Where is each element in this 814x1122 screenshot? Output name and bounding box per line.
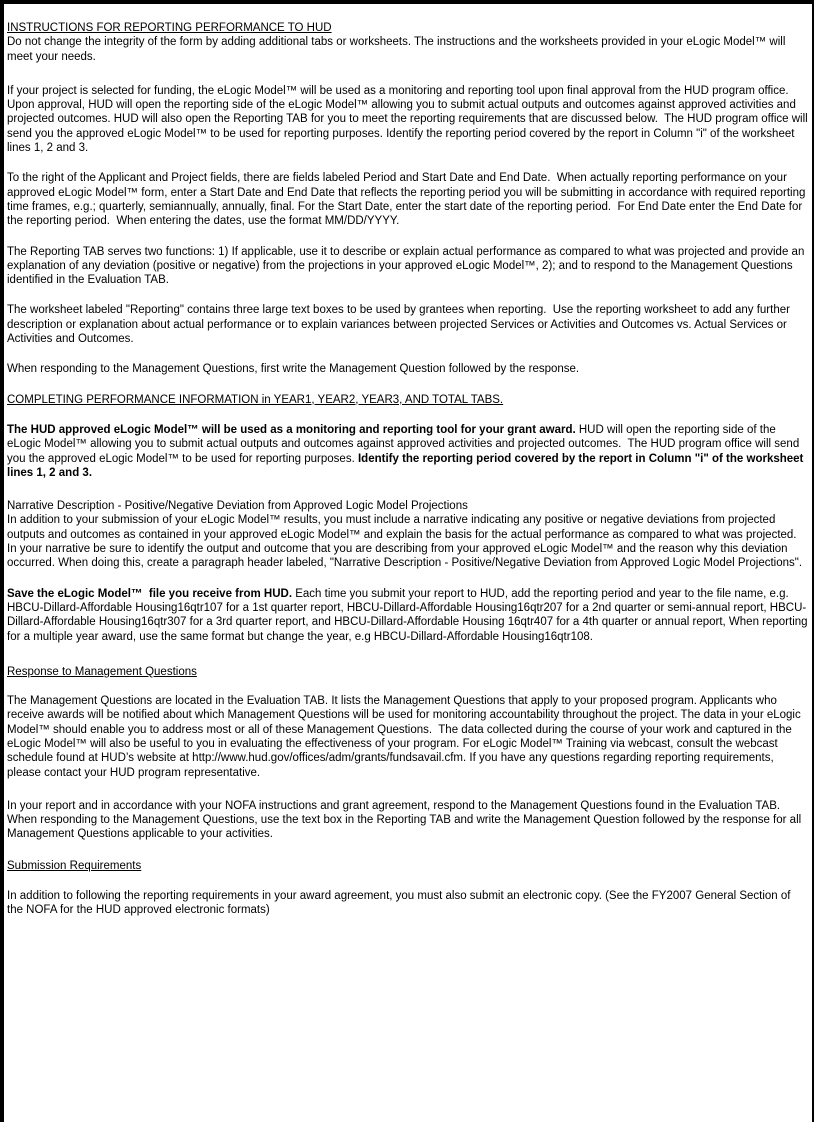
para-reporting-worksheet: The worksheet labeled "Reporting" contains three large text boxes to be used by grantees when reporting. Use the reporting worksheet to add any further description or explanation about actual performance or to explain variances between projected Services or Activities and Outcomes vs. Actual Services or Activities and Outcomes.	[7, 304, 794, 346]
instructions-content	[4, 4, 812, 918]
monitoring-bold-lead: The HUD approved eLogic Model™ will be used as a monitoring and reporting tool for your grant award.	[7, 423, 576, 436]
heading-narrative-description: Narrative Description - Positive/Negative Deviation from Approved Logic Model Projections	[7, 500, 468, 513]
para-electronic-copy: In addition to following the reporting requirements in your award agreement, you must also submit an electronic copy. (See the FY2007 General Section of the NOFA for the HUD approved electronic formats)	[7, 890, 794, 917]
para-save-file	[7, 587, 811, 644]
para-monitoring-tool	[7, 423, 808, 480]
para-management-question-order: When responding to the Management Questions, first write the Management Question followed by the response.	[7, 363, 580, 376]
para-narrative-deviation: In addition to your submission of your eLogic Model™ results, you must include a narrative indicating any positive or negative deviations from projected outputs and outcomes as contained in your approved eLogic Model™ and explain the basis for the actual performance as compared to what was projected. In your narrative be sure to identify the output and outcome that you are describing from your approved eLogic Model™ and the reason why this deviation occurred. When doing this, create a paragraph header labeled, "Narrative Description - Positive/Negative Deviation from Approved Logic Model Projections".	[7, 514, 803, 570]
heading-response-to-management-questions: Response to Management Questions	[7, 665, 197, 678]
save-bold-lead: Save the eLogic Model™ file you receive from HUD.	[7, 587, 293, 600]
para-funding: If your project is selected for funding, the eLogic Model™ will be used as a monitoring and reporting tool upon final approval from the HUD program office. Upon approval, HUD will open the reporting side of the eLogic Model™ allowing you to submit actual outputs and outcomes against approved activities and projected outcomes. HUD will also open the Reporting TAB for you to meet the reporting requirements that are discussed below. The HUD program office will send you the approved eLogic Model™ to be used for reporting purposes. Identify the reporting period covered by the report in Column "i" of the worksheet lines 1, 2 and 3.	[7, 84, 811, 155]
para-reporting-tab: The Reporting TAB serves two functions: 1) If applicable, use it to describe or explain actual performance as compared to what was projected and provide an explanation of any deviation (positive or negative) from the projections in your approved eLogic Model™, 2); and to respond to the Management Questions identified in the Evaluation TAB.	[7, 245, 808, 287]
para-management-questions-location: The Management Questions are located in the Evaluation TAB. It lists the Management Questions that apply to your proposed program. Applicants who receive awards will be notified about which Management Questions will be used for monitoring accountability throughout the project. The data in your eLogic Model™ should enable you to address most or all of these Management Questions. The data collected during the course of your work and captured in the eLogic Model™ will also be useful to you in evaluating the effectiveness of your program. For eLogic Model™ Training via webcast, consult the webcast schedule found at HUD’s website at http://www.hud.gov/offices/adm/grants/fundsavail.cfm. If you have any questions regarding reporting requirements, please contact your HUD program representative.	[7, 695, 804, 779]
page-title: INSTRUCTIONS FOR REPORTING PERFORMANCE TO HUD	[7, 22, 332, 34]
monitoring-body: HUD will open the reporting side of the eLogic Model™ allowing you to submit actual outputs and outcomes against approved activities and projected outcomes. The HUD program office will send you the approved eLogic Model™ to be used for reporting purposes.	[7, 423, 803, 465]
save-body: Each time you submit your report to HUD, add the reporting period and year to the file name, e.g. HBCU-Dillard-Affordable Housing16qtr107 for a 1st quarter report, HBCU-Dillard-Affordable Housing16qtr207 for a 2nd quarter or semi-annual report, HBCU-Dillard-Affordable Housing16qtr307 for a 3rd quarter report, and HBCU-Dillard-Affordable Housing 16qtr407 for a 4th quarter or annual report, When reporting for a multiple year award, use the same format but change the year, e.g HBCU-Dillard-Affordable Housing16qtr108.	[7, 587, 811, 643]
para-nofa-response: In your report and in accordance with your NOFA instructions and grant agreement, respond to the Management Questions found in the Evaluation TAB. When responding to the Management Questions, use the text box in the Reporting TAB and write the Management Question followed by the response for all Management Questions applicable to your activities.	[7, 799, 805, 841]
heading-submission-requirements: Submission Requirements	[7, 859, 142, 872]
intro-warning: Do not change the integrity of the form by adding additional tabs or worksheets. The instructions and the worksheets provided in your eLogic Model™ will meet your needs.	[7, 36, 789, 63]
monitoring-bold-tail: Identify the reporting period covered by the report in Column "i" of the worksheet lines 1, 2 and 3.	[7, 452, 807, 479]
heading-completing-performance: COMPLETING PERFORMANCE INFORMATION in YEAR1, YEAR2, YEAR3, AND TOTAL TABS.	[7, 393, 504, 406]
para-period-dates: To the right of the Applicant and Project fields, there are fields labeled Period and Start Date and End Date. When actually reporting performance on your approved eLogic Model™ form, enter a Start Date and End Date that reflects the reporting period you will be submitting in accordance with required reporting time frames, e.g.; quarterly, semiannually, annually, final. For the Start Date, enter the start date of the reporting period. For End Date enter the End Date for the reporting period. When entering the dates, use the format MM/DD/YYYY.	[7, 172, 809, 228]
